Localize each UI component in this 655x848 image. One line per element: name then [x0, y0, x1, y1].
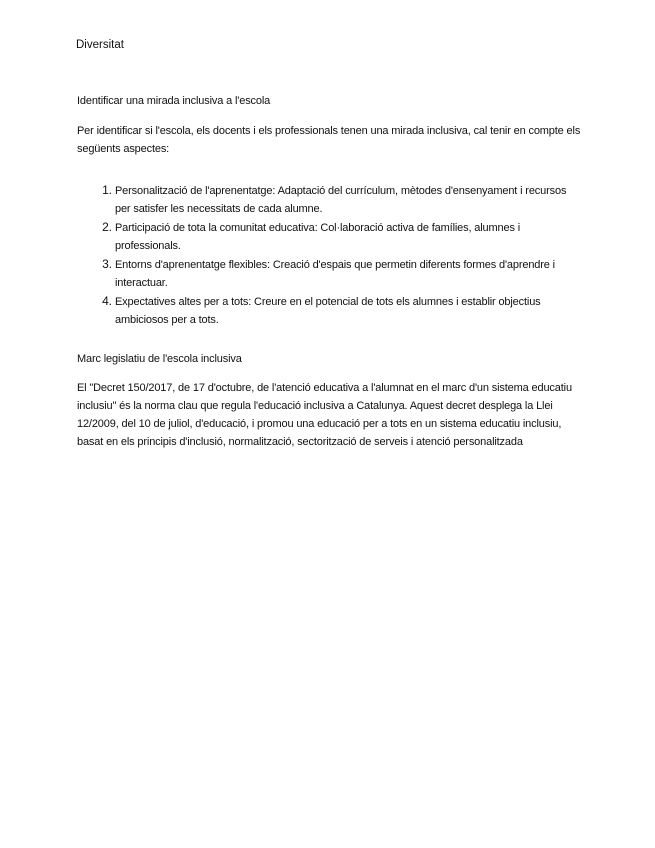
inclusive-aspects-list — [77, 181, 582, 329]
list-item: 4. Expectatives altes per a tots: Creure en el potencial de tots els alumnes i establir objectius ambiciosos per a tots. — [115, 292, 582, 329]
section-heading-inclusive-view: Identificar una mirada inclusiva a l'escola — [77, 95, 271, 107]
list-item: 2. Participació de tota la comunitat educativa: Col·laboració activa de famílies, alumnes i professionals. — [115, 218, 582, 255]
section-heading-legal-framework: Marc legislatiu de l'escola inclusiva — [77, 353, 242, 365]
document-body — [77, 94, 582, 451]
document-header: Diversitat — [76, 39, 124, 51]
intro-paragraph: Per identificar si l'escola, els docents i els professionals tenen una mirada inclusiva, cal tenir en compte els següents aspectes: — [77, 125, 581, 155]
list-item: 3. Entorns d'aprenentatge flexibles: Creació d'espais que permetin diferents formes d'aprendre i interactuar. — [115, 255, 582, 292]
list-item: 1. Personalització de l'aprenentatge: Adaptació del currículum, mètodes d'ensenyament i recursos per satisfer les necessitats de cada alumne. — [115, 181, 582, 218]
legal-framework-paragraph: El "Decret 150/2017, de 17 d'octubre, de l'atenció educativa a l'alumnat en el marc d'un sistema educatiu inclusiu" és la norma clau que regula l'educació inclusiva a Catalunya. Aquest decret desplega la Llei 12/2009, del 10 de juliol, d'educació, i promou una educació per a tots en un sistema educatiu inclusiu, basat en els principis d'inclusió, normalització, sectorització de serveis i atenció personalitzada — [77, 382, 572, 448]
